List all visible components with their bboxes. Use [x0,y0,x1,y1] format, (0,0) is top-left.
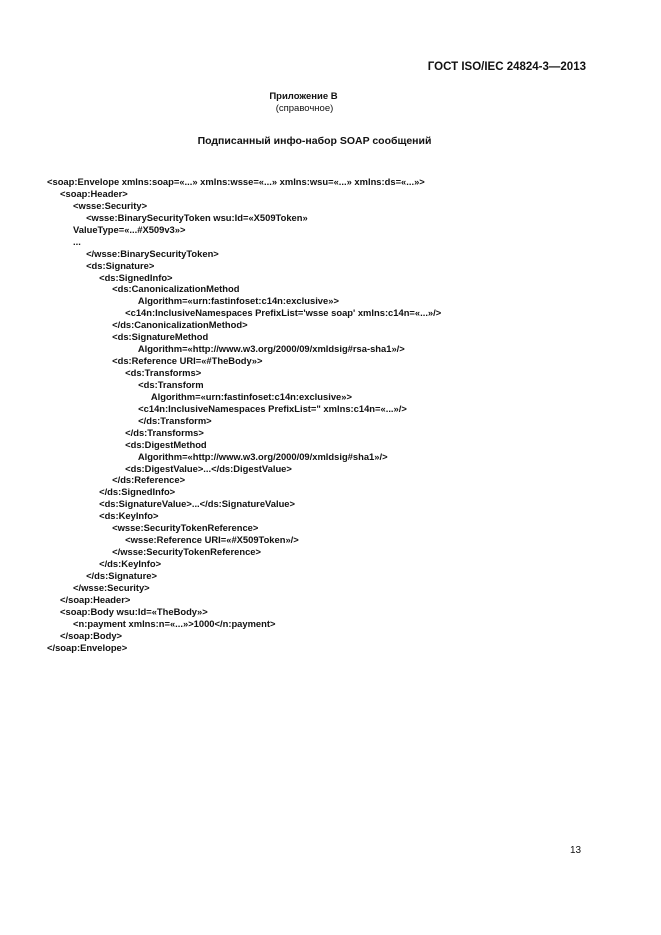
code-line: <ds:Transforms> [47,367,202,378]
code-line: </ds:Transform> [47,414,212,426]
code-line: <ds:CanonicalizationMethod [47,283,240,295]
code-line: <n:payment xmlns:n=«...»>1000</n:payment> [47,617,276,629]
code-line: <wsse:BinarySecurityToken wsu:Id=«X509Token» [47,211,308,223]
code-line: <c14n:InclusiveNamespaces PrefixList='wsse soap' xmlns:c14n=«...»/> [47,307,442,319]
annex-title: Приложение В [269,91,338,102]
code-line: <ds:Transform [47,378,204,390]
code-line: </ds:Reference> [47,474,186,486]
code-line: ValueType=«...#X509v3»> [47,223,186,235]
code-line: ... [47,235,81,247]
code-line: <soap:Body wsu:Id=«TheBody»> [47,605,208,617]
code-line: <c14n:InclusiveNamespaces PrefixList=" xmlns:c14n=«...»/> [47,402,407,414]
code-line: </wsse:Security> [47,581,150,593]
code-line: <wsse:Security> [47,199,148,211]
code-line: </ds:Transforms> [47,426,204,438]
code-line: <soap:Header> [47,187,128,199]
code-line: </soap:Envelope> [47,641,128,653]
code-line: <soap:Envelope xmlns:soap=«...» xmlns:wsse=«...» xmlns:wsu=«...» xmlns:ds=«...»> [47,176,425,187]
code-line: </wsse:SecurityTokenReference> [47,546,261,558]
code-line: Algorithm=«http://www.w3.org/2000/09/xmldsig#sha1»/> [47,450,388,462]
annex-note: (справочное) [275,103,334,114]
code-line: Algorithm=«http://www.w3.org/2000/09/xmldsig#rsa-sha1»/> [47,343,405,355]
code-line: <ds:DigestMethod [47,438,207,450]
code-line: <ds:KeyInfo> [47,510,159,522]
code-line: </soap:Header> [47,593,131,605]
code-line: </ds:Signature> [47,569,157,581]
code-line: <ds:SignatureMethod [47,331,209,343]
code-line: <wsse:Reference URI=«#X509Token»/> [47,534,299,546]
page-number: 13 [570,845,582,856]
code-line: </ds:CanonicalizationMethod> [47,319,248,331]
code-line: </wsse:BinarySecurityToken> [47,247,219,259]
code-line: <wsse:SecurityTokenReference> [47,522,259,534]
code-line: </ds:KeyInfo> [47,558,162,569]
standard-header: ГОСТ ISO/IEC 24824-3—2013 [427,61,586,73]
code-line: <ds:SignatureValue>...</ds:SignatureValue> [47,498,295,510]
code-line: Algorithm=«urn:fastinfoset:c14n:exclusive»> [47,295,339,307]
code-line: </soap:Body> [47,629,123,641]
code-listing [47,176,647,654]
code-line: <ds:Reference URI=«#TheBody»> [47,355,263,367]
code-line: <ds:Signature> [47,259,155,271]
code-line: Algorithm=«urn:fastinfoset:c14n:exclusive»> [47,390,352,402]
code-line: <ds:SignedInfo> [47,271,173,283]
code-line: <ds:DigestValue>...</ds:DigestValue> [47,462,292,474]
document-title: Подписанный инфо-набор SOAP сообщений [197,135,432,147]
code-line: </ds:SignedInfo> [47,486,176,498]
